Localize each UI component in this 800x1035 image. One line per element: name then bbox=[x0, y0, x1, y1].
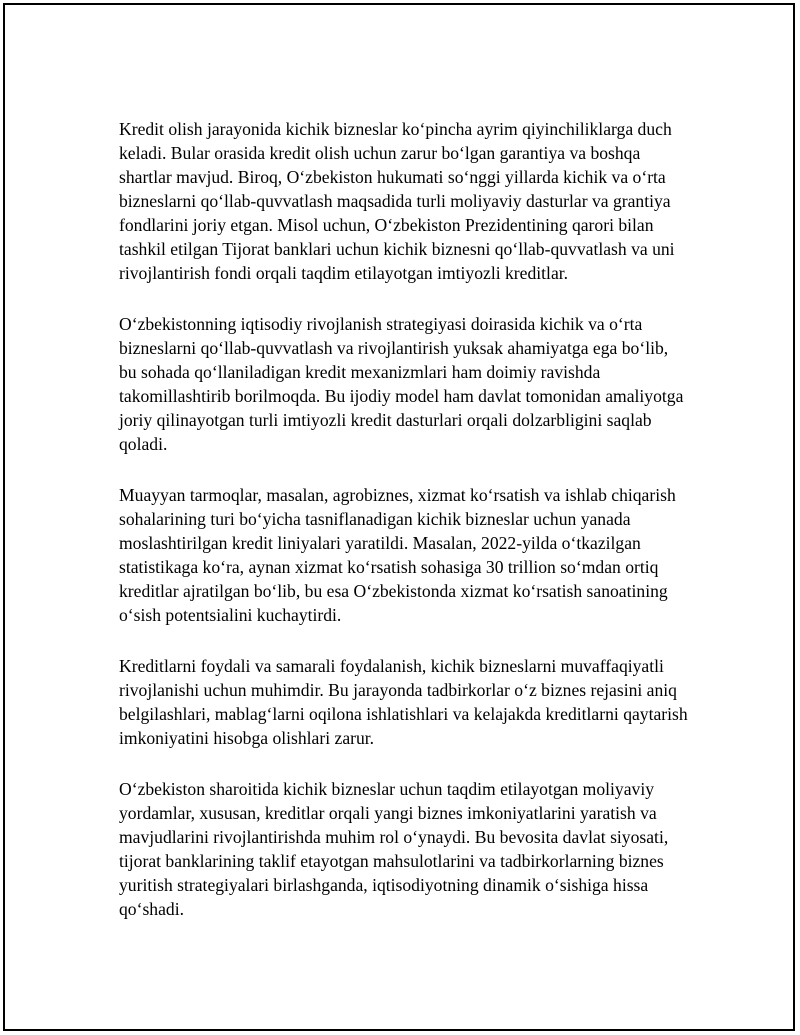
paragraph-4: Kreditlarni foydali va samarali foydalanish, kichik bizneslarni muvaffaqiyatli rivojlanishi uchun muhimdir. Bu jarayonda tadbirkorlar o‘z biznes rejasini aniq belgilashlari, mablag‘larni oqilona ishlatishlari va kelajakda kreditlarni qaytarish imkoniyatini hisobga olishlari zarur. bbox=[119, 656, 688, 748]
paragraph-1: Kredit olish jarayonida kichik bizneslar ko‘pincha ayrim qiyinchiliklarga duch keladi. Bular orasida kredit olish uchun zarur bo‘lgan garantiya va boshqa shartlar mavjud. Biroq, O‘zbekiston hukumati so‘nggi yillarda kichik va o‘rta bizneslarni qo‘llab-quvvatlash maqsadida turli moliyaviy dasturlar va grantiya fondlarini joriy etgan. Misol uchun, O‘zbekiston Prezidentining qarori bilan tashkil etilgan Tijorat banklari uchun kichik biznesni qo‘llab-quvvatlash va uni rivojlantirish fondi orqali taqdim etilayotgan imtiyozli kreditlar. bbox=[119, 119, 675, 283]
paragraph-5: O‘zbekiston sharoitida kichik bizneslar uchun taqdim etilayotgan moliyaviy yordamlar, xususan, kreditlar orqali yangi biznes imkoniyatlarini yaratish va mavjudlarini rivojlantirishda muhim rol o‘ynaydi. Bu bevosita davlat siyosati, tijorat banklarining taklif etayotgan mahsulotlarini va tadbirkorlarning biznes yuritish strategiyalari birlashganda, iqtisodiyotning dinamik o‘sishiga hissa qo‘shadi. bbox=[119, 779, 669, 919]
paragraph-2: O‘zbekistonning iqtisodiy rivojlanish strategiyasi doirasida kichik va o‘rta bizneslarni qo‘llab-quvvatlash va rivojlantirish yuksak ahamiyatga ega bo‘lib, bu sohada qo‘llaniladigan kredit mexanizmlari ham doimiy ravishda takomillashtirib borilmoqda. Bu ijodiy model ham davlat tomonidan amaliyotga joriy qilinayotgan turli imtiyozli kredit dasturlari orqali dolzarbligini saqlab qoladi. bbox=[119, 314, 684, 454]
document-body bbox=[119, 117, 689, 948]
paragraph-3: Muayyan tarmoqlar, masalan, agrobiznes, xizmat ko‘rsatish va ishlab chiqarish sohalarining turi bo‘yicha tasniflanadigan kichik bizneslar uchun yanada moslashtirilgan kredit liniyalari yaratildi. Masalan, 2022-yilda o‘tkazilgan statistikaga ko‘ra, aynan xizmat ko‘rsatish sohasiga 30 trillion so‘mdan ortiq kreditlar ajratilgan bo‘lib, bu esa O‘zbekistonda xizmat ko‘rsatish sanoatining o‘sish potentsialini kuchaytirdi. bbox=[119, 485, 676, 625]
